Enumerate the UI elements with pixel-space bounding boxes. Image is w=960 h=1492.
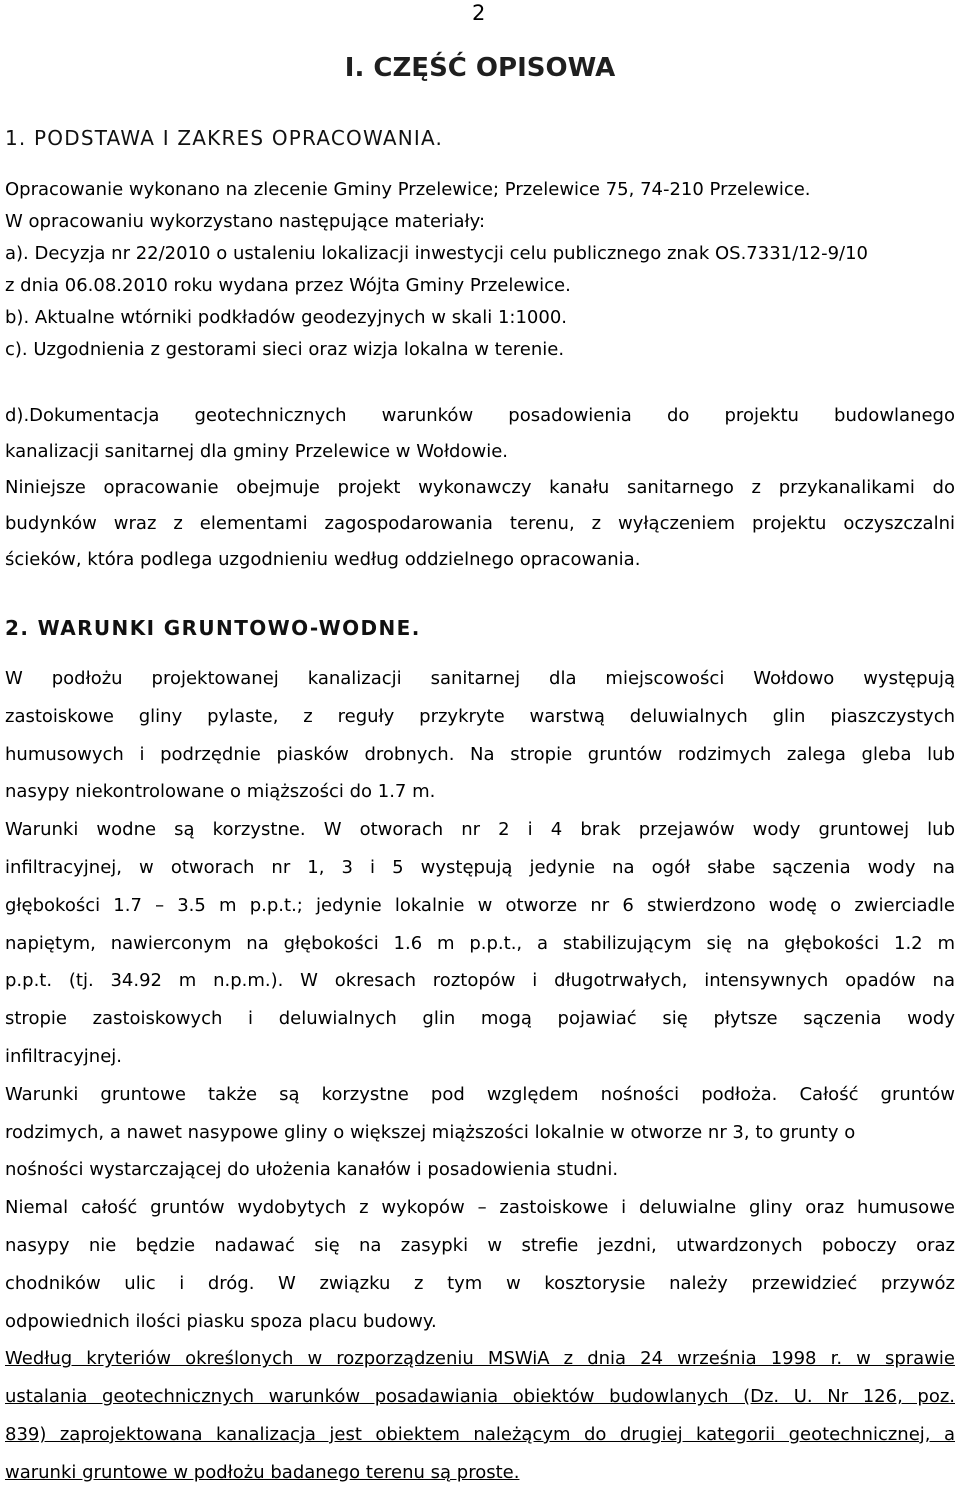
paragraph-line: d).Dokumentacja geotechnicznych warunków posadowienia do projektu budowlanego: [5, 405, 955, 426]
paragraph-line: Niniejsze opracowanie obejmuje projekt wykonawczy kanału sanitarnego z przykanalikami do: [5, 477, 955, 498]
paragraph-line: b). Aktualne wtórniki podkładów geodezyjnych w skali 1:1000.: [5, 307, 568, 328]
paragraph-line: kanalizacji sanitarnej dla gminy Przelewice w Wołdowie.: [5, 441, 509, 462]
paragraph-line: Warunki wodne są korzystne. W otworach nr 2 i 4 brak przejawów wody gruntowej lub: [5, 819, 955, 841]
underlined-line: 839) zaprojektowana kanalizacja jest obiektem należącym do drugiej kategorii geotechnicznej, a: [5, 1423, 955, 1445]
paragraph-line: nasypy niekontrolowane o miąższości do 1.7 m.: [5, 781, 436, 803]
section-heading-warunki: 2. WARUNKI GRUNTOWO-WODNE.: [5, 616, 421, 640]
paragraph-line: budynków wraz z elementami zagospodarowania terenu, z wyłączeniem projektu oczyszczalni: [5, 513, 955, 534]
section-heading-podstawa: 1. PODSTAWA I ZAKRES OPRACOWANIA.: [5, 126, 444, 150]
part-title: I. CZĘŚĆ OPISOWA: [344, 53, 616, 83]
paragraph-line: napiętym, nawierconym na głębokości 1.6 m p.p.t., a stabilizującym się na głębokości 1.2 m: [5, 932, 955, 954]
underlined-line: Według kryteriów określonych w rozporządzeniu MSWiA z dnia 24 września 1998 r. w sprawie: [5, 1348, 955, 1370]
paragraph-line: ścieków, która podlega uzgodnieniu według oddzielnego opracowania.: [5, 549, 641, 570]
paragraph-line: nośności wystarczającej do ułożenia kanałów i posadowienia studni.: [5, 1159, 619, 1181]
paragraph-line: odpowiednich ilości piasku spoza placu budowy.: [5, 1310, 437, 1332]
paragraph-line: nasypy nie będzie nadawać się na zasypki w strefie jezdni, utwardzonych poboczy oraz: [5, 1234, 955, 1256]
section2-body-block: [5, 660, 955, 1492]
paragraph-line: stropie zastoiskowych i deluwialnych glin mogą pojawiać się płytsze sączenia wody: [5, 1008, 955, 1030]
paragraph-line: c). Uzgodnienia z gestorami sieci oraz wizja lokalna w terenie.: [5, 339, 565, 360]
page-number: 2: [472, 1, 486, 25]
paragraph-line: infiltracyjnej, w otworach nr 1, 3 i 5 występują jedynie na ogół słabe sączenia wody na: [5, 856, 955, 878]
paragraph-line: Opracowanie wykonano na zlecenie Gminy Przelewice; Przelewice 75, 74-210 Przelewice.: [5, 179, 811, 200]
paragraph-line: humusowych i podrzędnie piasków drobnych. Na stropie gruntów rodzimych zalega gleba lub: [5, 743, 955, 765]
paragraph-line: W podłożu projektowanej kanalizacji sanitarnej dla miejscowości Wołdowo występują: [5, 668, 955, 689]
paragraph-line: Niemal całość gruntów wydobytych z wykopów – zastoiskowe i deluwialne gliny oraz humusowe: [5, 1197, 955, 1219]
paragraph-line: z dnia 06.08.2010 roku wydana przez Wójta Gminy Przelewice.: [5, 275, 571, 296]
section1-materials-block: [5, 174, 955, 366]
paragraph-line: W opracowaniu wykorzystano następujące materiały:: [5, 211, 486, 232]
paragraph-line: rodzimych, a nawet nasypowe gliny o większej miąższości lokalnie w otworze nr 3, to grunty o: [5, 1121, 856, 1143]
paragraph-line: głębokości 1.7 – 3.5 m p.p.t.; jedynie lokalnie w otworze nr 6 stwierdzono wodę o zwierciadle: [5, 894, 955, 916]
underlined-line: warunki gruntowe w podłożu badanego terenu są proste.: [5, 1461, 520, 1483]
paragraph-line: a). Decyzja nr 22/2010 o ustaleniu lokalizacji inwestycji celu publicznego znak OS.7331/12-9/10: [5, 243, 868, 264]
underlined-line: ustalania geotechnicznych warunków posadawiania obiektów budowlanych (Dz. U. Nr 126, poz.: [5, 1386, 955, 1408]
paragraph-line: zastoiskowe gliny pylaste, z reguły przykryte warstwą deluwialnych glin piaszczystych: [5, 705, 955, 727]
paragraph-line: Warunki gruntowe także są korzystne pod względem nośności podłoża. Całość gruntów: [5, 1083, 955, 1105]
paragraph-line: infiltracyjnej.: [5, 1045, 122, 1067]
paragraph-line: chodników ulic i dróg. W związku z tym w kosztorysie należy przewidzieć przywóz: [5, 1272, 955, 1294]
paragraph-line: p.p.t. (tj. 34.92 m n.p.m.). W okresach roztopów i długotrwałych, intensywnych opadów na: [5, 970, 955, 992]
section1-scope-block: [5, 398, 955, 578]
